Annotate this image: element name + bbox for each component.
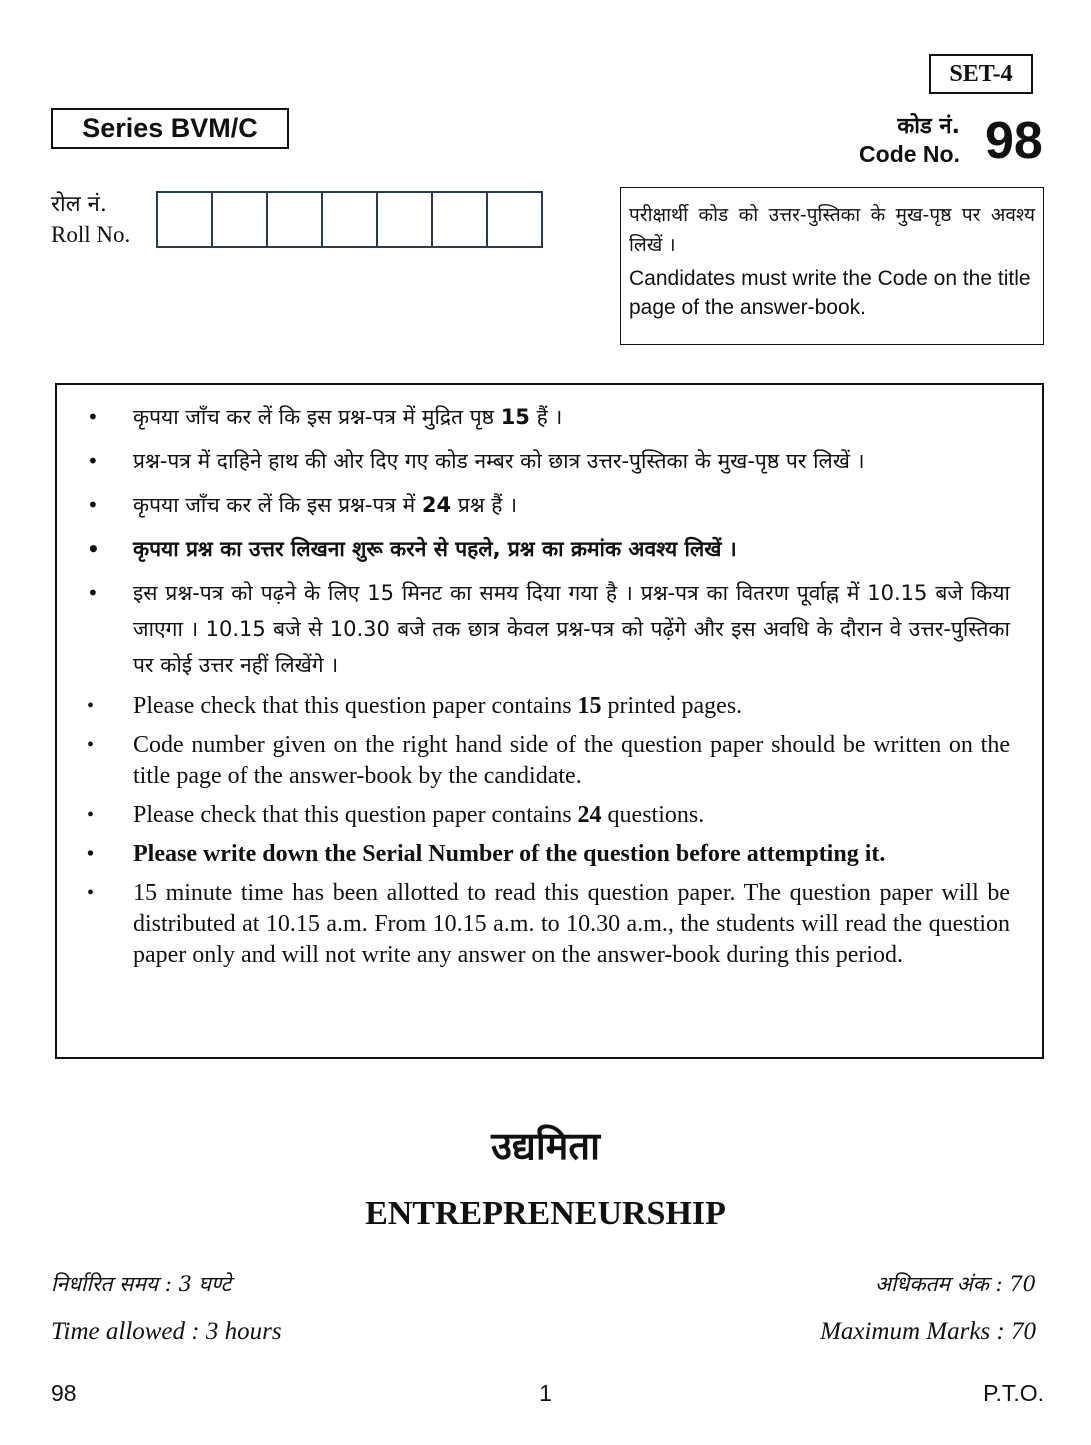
code-label-hindi: कोड नं. [897, 114, 960, 139]
instruction-text-tail: questions. [601, 802, 705, 828]
instruction-text: Please check that this question paper contains [133, 693, 578, 719]
instruction-item [83, 531, 1010, 567]
instruction-item [83, 399, 1010, 435]
set-label: SET-4 [929, 54, 1033, 94]
bullet-icon: • [87, 449, 99, 473]
instruction-number: 24 [577, 802, 602, 828]
instruction-item [83, 839, 1010, 870]
instruction-text-tail: हैं । [529, 405, 563, 429]
code-number: 98 [985, 112, 1043, 170]
roll-number-cell [158, 191, 213, 248]
instruction-item [83, 878, 1010, 971]
instructions-list [83, 399, 1010, 971]
roll-number-cell [323, 191, 378, 248]
bullet-icon: • [87, 734, 95, 756]
subject-title-hindi: उद्यमिता [491, 1124, 600, 1168]
instruction-number: 15 [500, 405, 530, 429]
instruction-item [83, 487, 1010, 523]
bullet-icon: • [87, 493, 99, 517]
roll-number-boxes [156, 191, 543, 248]
pto-label: P.T.O. [983, 1380, 1044, 1406]
maximum-marks-hindi: अधिकतम अंक : 70 [874, 1272, 1036, 1296]
bullet-icon: • [87, 804, 95, 826]
maximum-marks-english: Maximum Marks : 70 [820, 1318, 1036, 1345]
instruction-item [83, 800, 1010, 831]
bullet-icon: • [87, 581, 99, 605]
roll-label-english: Roll No. [51, 222, 131, 247]
instruction-text: कृपया जाँच कर लें कि इस प्रश्न-पत्र में [133, 493, 422, 517]
candidate-note-english: Candidates must write the Code on the title page of the answer-book. [629, 267, 1031, 319]
instruction-number: 24 [421, 493, 452, 517]
instruction-text: 15 minute time has been allotted to read this question paper. The question paper will be distributed at 10.15 a.m. From 10.15 a.m. to 10.30 a.m., the students will read the question paper only and will not write any answer on the answer-book during this period. [133, 880, 1010, 968]
instruction-text: Please write down the Serial Number of the question before attempting it. [133, 841, 886, 867]
subject-title-english: ENTREPRENEURSHIP [365, 1195, 726, 1232]
bullet-icon: • [87, 695, 95, 717]
bullet-icon: • [87, 537, 100, 561]
roll-label-hindi: रोल नं. [51, 192, 107, 217]
roll-number-cell [268, 191, 323, 248]
time-allowed-english: Time allowed : 3 hours [51, 1318, 282, 1345]
instruction-text-tail: printed pages. [601, 693, 743, 719]
series-label: Series BVM/C [51, 108, 289, 149]
instruction-item [83, 691, 1010, 722]
instruction-number: 15 [577, 693, 602, 719]
candidate-note-box [620, 187, 1044, 345]
instruction-text-tail: प्रश्न हैं । [451, 493, 518, 517]
roll-number-cell [433, 191, 488, 248]
instruction-text: कृपया जाँच कर लें कि इस प्रश्न-पत्र में मुद्रित पृष्ठ [133, 405, 501, 429]
roll-number-cell [378, 191, 433, 248]
instruction-item [83, 575, 1010, 683]
page-number: 1 [539, 1380, 552, 1406]
bullet-icon: • [87, 405, 99, 429]
instruction-text: Code number given on the right hand side of the question paper should be written on the title page of the answer-book by the candidate. [133, 732, 1010, 789]
bullet-icon: • [87, 843, 95, 865]
code-label-english: Code No. [859, 141, 960, 167]
bullet-icon: • [87, 882, 95, 904]
instructions-box [55, 383, 1044, 1059]
instruction-text: प्रश्न-पत्र में दाहिने हाथ की ओर दिए गए कोड नम्बर को छात्र उत्तर-पुस्तिका के मुख-पृष्ठ पर लिखें । [133, 449, 865, 473]
instruction-item [83, 443, 1010, 479]
roll-number-cell [488, 191, 543, 248]
roll-number-cell [213, 191, 268, 248]
instruction-text: इस प्रश्न-पत्र को पढ़ने के लिए 15 मिनट का समय दिया गया है । प्रश्न-पत्र का वितरण पूर्वाह्न में 10.15 बजे किया जाएगा । 10.15 बजे से 10.30 बजे तक छात्र केवल प्रश्न-पत्र को पढ़ेंगे और इस अवधि के दौरान वे उत्तर-पुस्तिका पर कोई उत्तर नहीं लिखेंगे । [133, 581, 1010, 677]
instruction-text: कृपया प्रश्न का उत्तर लिखना शुरू करने से पहले, प्रश्न का क्रमांक अवश्य लिखें । [133, 537, 737, 561]
time-allowed-hindi: निर्धारित समय : 3 घण्टे [51, 1272, 232, 1296]
instruction-item [83, 730, 1010, 792]
footer-code: 98 [51, 1380, 77, 1406]
instruction-text: Please check that this question paper contains [133, 802, 578, 828]
candidate-note-hindi: परीक्षार्थी कोड को उत्तर-पुस्तिका के मुख-पृष्ठ पर अवश्य लिखें । [629, 204, 1035, 256]
